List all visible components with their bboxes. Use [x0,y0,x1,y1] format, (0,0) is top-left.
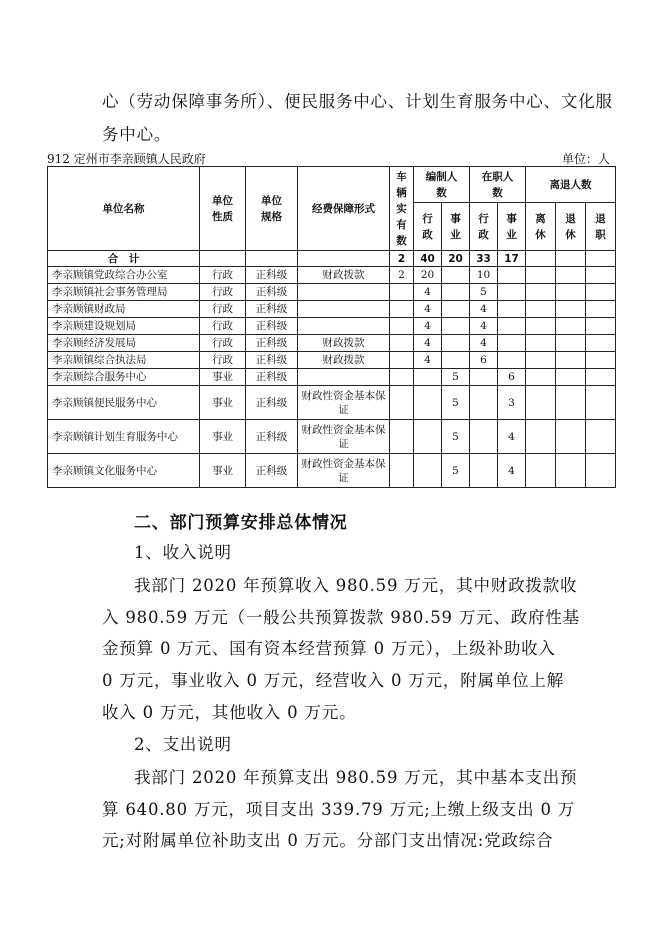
table-row [48,335,616,352]
cell-vehicles [390,420,414,454]
table-row [48,267,616,284]
cell-level: 正科级 [246,454,298,488]
cell-nature: 行政 [200,318,246,335]
cell-funding: 财政性资金基本保证 [298,454,390,488]
cell-onduty-admin: 4 [470,335,498,352]
cell-retired [556,318,586,335]
cell-funding [298,318,390,335]
cell-vehicles [390,352,414,369]
staffing-table [47,166,616,488]
total-staff-inst: 20 [442,251,470,267]
cell-funding [298,284,390,301]
cell-nature: 行政 [200,267,246,284]
cell-staff-admin [414,369,442,386]
header-tuixiu: 退休 [556,203,586,251]
income-heading: 1、收入说明 [134,543,232,562]
header-unit-name: 单位名称 [48,167,200,251]
cell-nature: 事业 [200,386,246,420]
cell-onduty-admin [470,369,498,386]
cell-retired [526,318,556,335]
table-row [48,352,616,369]
cell-retired [526,386,556,420]
cell-staff-inst [442,318,470,335]
cell-nature: 行政 [200,284,246,301]
cell-onduty-inst [498,352,526,369]
table-row [48,318,616,335]
cell-retired [556,267,586,284]
cell-retired [526,369,556,386]
cell-retired [526,301,556,318]
cell-retired [586,386,616,420]
table-row [48,454,616,488]
cell-name: 李亲顾镇文化服务中心 [48,454,200,488]
header-vehicles: 车辆实有数 [390,167,414,251]
cell-retired [556,335,586,352]
cell-retired [586,420,616,454]
cell-retired [556,352,586,369]
cell-onduty-admin: 6 [470,352,498,369]
header-onduty: 在职人数 [470,167,526,203]
cell-onduty-admin [470,454,498,488]
cell-staff-inst [442,267,470,284]
cell-retired [556,386,586,420]
cell-staff-inst: 5 [442,386,470,420]
table-unit-caption: 单位：人 [561,152,610,166]
cell-retired [586,318,616,335]
cell-onduty-inst [498,267,526,284]
cell-name: 李亲顾建设规划局 [48,318,200,335]
income-line: 我部门 2020 年预算收入 980.59 万元，其中财政拨款收 [134,576,578,595]
cell-level: 正科级 [246,369,298,386]
cell-nature: 行政 [200,301,246,318]
cell-funding: 财政拨款 [298,335,390,352]
cell-retired [586,301,616,318]
table-row [48,386,616,420]
cell-retired [526,335,556,352]
cell-retired [526,420,556,454]
header-funding: 经费保障形式 [298,167,390,251]
cell-level: 正科级 [246,420,298,454]
cell-name: 李亲顾综合服务中心 [48,369,200,386]
cell-onduty-inst: 6 [498,369,526,386]
cell-staff-admin: 4 [414,335,442,352]
total-label: 合 计 [48,251,200,267]
income-line: 收入 0 万元，其他收入 0 万元。 [102,703,357,722]
table-row [48,301,616,318]
cell-onduty-inst: 3 [498,386,526,420]
header-onduty-admin: 行政 [470,203,498,251]
section-heading: 二、部门预算安排总体情况 [134,513,348,533]
cell-vehicles [390,284,414,301]
header-staffing: 编制人数 [414,167,470,203]
cell-vehicles [390,369,414,386]
cell-level: 正科级 [246,386,298,420]
income-line: 入 980.59 万元（一般公共预算拨款 980.59 万元、政府性基 [102,608,580,627]
total-vehicles: 2 [390,251,414,267]
header-onduty-inst: 事业 [498,203,526,251]
header-unit-nature: 单位性质 [200,167,246,251]
cell-staff-admin [414,420,442,454]
header-staff-admin: 行政 [414,203,442,251]
cell-nature: 行政 [200,352,246,369]
table-row [48,369,616,386]
cell-retired [556,369,586,386]
cell-staff-admin: 4 [414,301,442,318]
cell-vehicles [390,335,414,352]
cell-name: 李亲顾镇便民服务中心 [48,386,200,420]
cell-retired [556,454,586,488]
cell-onduty-admin [470,386,498,420]
cell-onduty-inst: 4 [498,420,526,454]
expense-heading: 2、支出说明 [134,735,232,754]
intro-line-2: 务中心。 [102,125,172,144]
cell-funding [298,301,390,318]
cell-staff-admin [414,454,442,488]
total-staff-admin: 40 [414,251,442,267]
cell-funding: 财政性资金基本保证 [298,386,390,420]
cell-name: 李亲顾镇党政综合办公室 [48,267,200,284]
table-row [48,420,616,454]
cell-onduty-inst [498,301,526,318]
income-line: 0 万元，事业收入 0 万元，经营收入 0 万元，附属单位上解 [102,671,565,690]
cell-vehicles: 2 [390,267,414,284]
expense-line: 我部门 2020 年预算支出 980.59 万元，其中基本支出预 [134,768,578,787]
cell-onduty-admin: 5 [470,284,498,301]
cell-retired [556,301,586,318]
cell-level: 正科级 [246,267,298,284]
total-onduty-inst: 17 [498,251,526,267]
cell-staff-inst: 5 [442,454,470,488]
cell-name: 李亲顾镇综合执法局 [48,352,200,369]
cell-name: 李亲顾镇社会事务管理局 [48,284,200,301]
total-onduty-admin: 33 [470,251,498,267]
cell-retired [586,369,616,386]
cell-staff-admin: 4 [414,284,442,301]
cell-vehicles [390,318,414,335]
cell-onduty-admin [470,420,498,454]
cell-retired [586,454,616,488]
cell-retired [586,335,616,352]
total-row [48,251,616,267]
cell-onduty-inst [498,318,526,335]
cell-retired [526,454,556,488]
cell-onduty-inst [498,335,526,352]
cell-staff-admin: 4 [414,352,442,369]
cell-onduty-admin: 10 [470,267,498,284]
header-tuizhi: 退职 [586,203,616,251]
cell-staff-inst: 5 [442,369,470,386]
cell-level: 正科级 [246,284,298,301]
cell-vehicles [390,386,414,420]
cell-staff-inst [442,352,470,369]
cell-level: 正科级 [246,335,298,352]
cell-nature: 行政 [200,335,246,352]
cell-retired [556,284,586,301]
cell-staff-admin [414,386,442,420]
cell-staff-inst [442,335,470,352]
header-retired: 离退人数 [526,167,616,203]
cell-level: 正科级 [246,318,298,335]
cell-retired [586,267,616,284]
cell-level: 正科级 [246,352,298,369]
cell-funding: 财政拨款 [298,267,390,284]
cell-nature: 事业 [200,420,246,454]
cell-staff-inst [442,284,470,301]
cell-retired [586,352,616,369]
cell-staff-admin: 20 [414,267,442,284]
table-body [48,267,616,488]
cell-onduty-inst: 4 [498,454,526,488]
table-org-caption: 912 定州市李亲顾镇人民政府 [47,152,206,166]
header-lixiu: 离休 [526,203,556,251]
table-row [48,284,616,301]
cell-name: 李亲顾经济发展局 [48,335,200,352]
cell-level: 正科级 [246,301,298,318]
expense-line: 元;对附属单位补助支出 0 万元。分部门支出情况:党政综合 [102,831,554,850]
cell-onduty-inst [498,284,526,301]
cell-staff-admin: 4 [414,318,442,335]
cell-retired [526,284,556,301]
cell-staff-inst [442,301,470,318]
cell-funding [298,369,390,386]
header-staff-inst: 事业 [442,203,470,251]
cell-staff-inst: 5 [442,420,470,454]
cell-retired [556,420,586,454]
expense-line: 算 640.80 万元，项目支出 339.79 万元;上缴上级支出 0 万 [102,800,576,819]
cell-retired [526,267,556,284]
cell-funding: 财政拨款 [298,352,390,369]
cell-name: 李亲顾镇财政局 [48,301,200,318]
intro-line-1: 心（劳动保障事务所）、便民服务中心、计划生育服务中心、文化服 [102,92,613,111]
cell-nature: 事业 [200,369,246,386]
cell-retired [526,352,556,369]
cell-funding: 财政性资金基本保证 [298,420,390,454]
cell-onduty-admin: 4 [470,301,498,318]
income-line: 金预算 0 万元、国有资本经营预算 0 万元），上级补助收入 [102,639,556,658]
cell-name: 李亲顾镇计划生育服务中心 [48,420,200,454]
header-unit-level: 单位规格 [246,167,298,251]
cell-vehicles [390,454,414,488]
cell-retired [586,284,616,301]
cell-nature: 事业 [200,454,246,488]
cell-onduty-admin: 4 [470,318,498,335]
cell-vehicles [390,301,414,318]
